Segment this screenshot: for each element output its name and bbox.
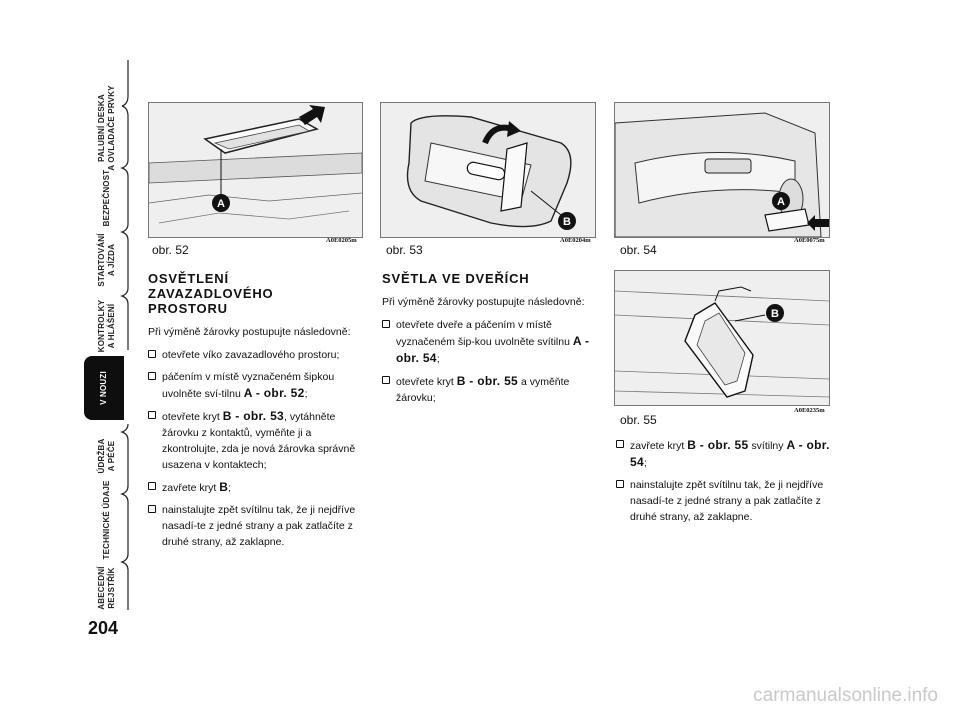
tab-outline [70,60,134,620]
checkbox-bullet-icon [148,350,156,358]
figure-55 [614,270,830,406]
list-item: nainstalujte zpět svítilnu tak, že ji nejdříve nasadí-te z jedné strany a pak zatlačíte z druhé strany, až zaklapne. [616,477,830,525]
section-heading: OSVĚTLENÍ ZAVAZADLOVÉHO PROSTORU [148,271,274,316]
list-item: nainstalujte zpět svítilnu tak, že ji nejdříve nasadí-te z jedné strany a pak zatlačíte z druhé strany, až zaklapne. [148,502,364,550]
tab-abecedni-rejstrik[interactable]: ABECEDNÍ REJSTŘÍK [97,566,116,610]
marker-b: B [563,216,571,228]
door-light-illustration [615,103,829,237]
figure-52-code: A0E0205m [326,237,357,244]
tab-palubni-deska[interactable]: PALUBNÍ DESKA A OVLADAČE PRVKY [97,85,116,171]
list-item: otevřete víko zavazadlového prostoru; [148,347,364,363]
list-item: otevřete kryt B - obr. 53, vytáhněte žárovku z kontaktů, vyměňte ji a zkontrolujte, zda je nová žárovka správně usazena v kontaktech; [148,408,364,473]
figure-54-caption: obr. 54 [620,243,657,257]
tab-technicke-udaje[interactable]: TECHNICKÉ ÚDAJE [102,480,111,560]
intro-text: Při výměně žárovky postupujte následovně: [148,326,351,338]
figure-54 [614,102,830,238]
checkbox-bullet-icon [382,320,390,328]
checkbox-bullet-icon [148,482,156,490]
section-trunk-light [148,271,364,556]
chapter-sidebar [70,60,134,620]
tab-v-nouzi[interactable]: V NOUZI [84,356,124,420]
figure-53 [380,102,596,238]
tab-startovani[interactable]: STARTOVÁNÍ A JÍZDA [97,233,116,287]
figure-55-code: A0E0235m [794,407,825,414]
trunk-light-illustration [149,103,362,237]
tab-bezpecnost[interactable]: BEZPEČNOST [102,169,111,227]
door-light-cover-illustration [615,271,829,405]
checkbox-bullet-icon [616,440,624,448]
figure-53-code: A0E0204m [560,237,591,244]
list-item: zavřete kryt B - obr. 55 svítilny A - obr. 54; [616,437,830,471]
section-heading: SVĚTLA VE DVEŘÍCH [382,271,530,286]
list-item: otevřete kryt B - obr. 55 a vyměňte žárovku; [382,373,596,406]
tab-kontrolky[interactable]: KONTROLKY A HLÁŠENÍ [97,299,116,353]
marker-a-door: A [777,196,785,208]
bulb-cover-illustration [381,103,595,237]
checkbox-bullet-icon [382,376,390,384]
marker-a: A [217,198,225,210]
list-item: otevřete dveře a páčením v místě vyznačeném šip-kou uvolněte svítilnu A - obr. 54; [382,317,596,367]
marker-b-door: B [771,308,779,320]
page-number: 204 [88,618,119,638]
checkbox-bullet-icon [148,505,156,513]
list-item: páčením v místě vyznačeném šipkou uvolněte sví-tilnu A - obr. 52; [148,369,364,402]
checkbox-bullet-icon [148,372,156,380]
section-door-lights-continued [616,437,830,531]
checkbox-bullet-icon [148,411,156,419]
section-door-lights [382,271,596,412]
figure-54-code: A0E0075m [794,237,825,244]
checkbox-bullet-icon [616,480,624,488]
figure-52-caption: obr. 52 [152,243,189,257]
list-item: zavřete kryt B; [148,479,364,496]
tab-udrzba[interactable]: ÚDRŽBA A PÉČE [97,438,116,474]
watermark: carmanualsonline.info [753,685,938,706]
intro-text: Při výměně žárovky postupujte následovně: [382,296,585,308]
figure-52 [148,102,363,238]
figure-55-caption: obr. 55 [620,413,657,427]
figure-53-caption: obr. 53 [386,243,423,257]
